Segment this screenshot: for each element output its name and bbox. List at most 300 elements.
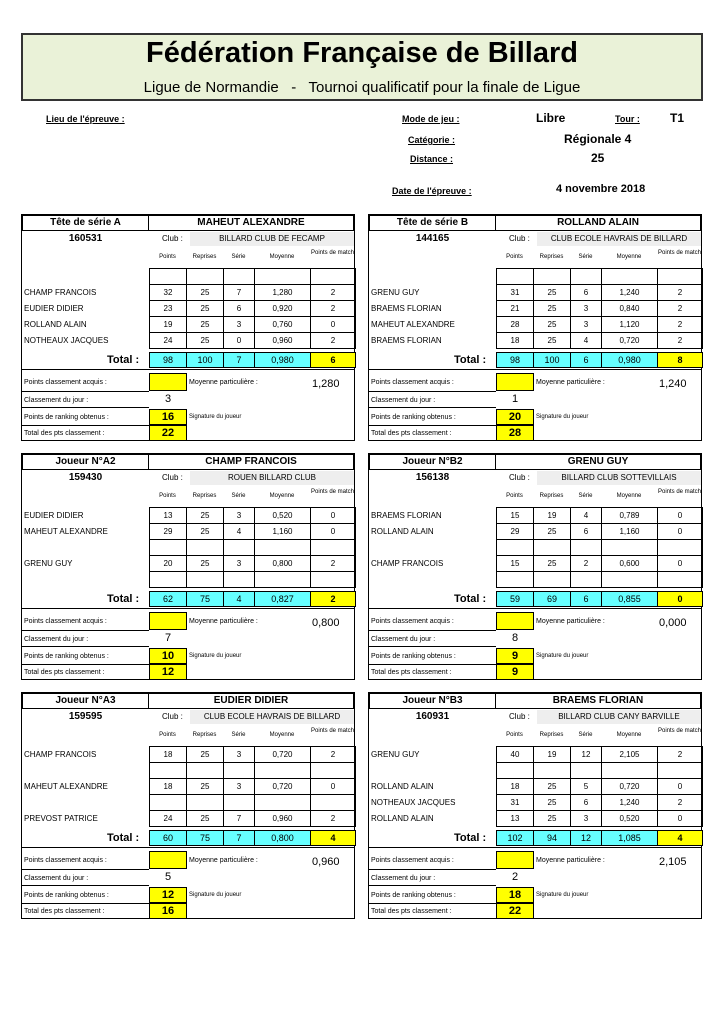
- cell-serie: 3: [223, 555, 255, 572]
- col-header-reprises: Reprises: [539, 254, 564, 260]
- cell-moyenne: [254, 571, 311, 588]
- club-label: Club :: [509, 234, 530, 243]
- cell-pm: [310, 539, 356, 556]
- player-seed-title: Tête de série A: [22, 215, 149, 231]
- mode-label: Mode de jeu :: [402, 114, 460, 124]
- classement-label: Classement du jour :: [371, 636, 436, 643]
- cell-moyenne: 1,120: [601, 316, 658, 333]
- date-value: 4 novembre 2018: [556, 183, 646, 195]
- total-points: 98: [496, 352, 534, 368]
- opponent-name: CHAMP FRANCOIS: [24, 288, 97, 297]
- col-header-pm: Points de match: [310, 250, 355, 256]
- cell-reprises: [533, 762, 571, 779]
- cell-serie: 3: [570, 316, 602, 333]
- total-pts-label: Total des pts classement :: [371, 908, 452, 915]
- col-header-serie: Série: [578, 254, 593, 260]
- total-pm: 0: [657, 591, 703, 607]
- divider: [369, 869, 496, 870]
- cell-reprises: 25: [186, 316, 224, 333]
- total-serie: 6: [570, 591, 602, 607]
- cell-reprises: 25: [533, 316, 571, 333]
- total-pts-value: 22: [149, 425, 187, 441]
- club-label: Club :: [162, 712, 183, 721]
- divider: [369, 646, 496, 647]
- cell-pm: [310, 268, 356, 285]
- categorie-label: Catégorie :: [408, 135, 456, 145]
- total-reprises: 94: [533, 830, 571, 846]
- cell-points: 31: [496, 794, 534, 811]
- cell-pm: 2: [657, 300, 703, 317]
- player-seed-title: Joueur N°B3: [369, 693, 496, 709]
- player-name: GRENU GUY: [495, 454, 701, 470]
- total-label: Total :: [107, 593, 140, 605]
- cell-serie: 3: [223, 316, 255, 333]
- player-name: EUDIER DIDIER: [148, 693, 354, 709]
- opponent-name: ROLLAND ALAIN: [371, 527, 434, 536]
- total-pts-value: 28: [496, 425, 534, 441]
- cell-serie: 3: [223, 746, 255, 763]
- divider: [22, 664, 149, 665]
- points-acquis-label: Points classement acquis :: [371, 857, 454, 864]
- cell-moyenne: 2,105: [601, 746, 658, 763]
- col-header-points: Points: [506, 732, 523, 738]
- cell-serie: [223, 762, 255, 779]
- player-name: MAHEUT ALEXANDRE: [148, 215, 354, 231]
- player-name: CHAMP FRANCOIS: [148, 454, 354, 470]
- col-header-serie: Série: [578, 493, 593, 499]
- cell-serie: 5: [570, 778, 602, 795]
- distance-value: 25: [591, 151, 605, 165]
- moyenne-part-label: Moyenne particulière :: [536, 379, 605, 386]
- signature-label: Signature du joueur: [189, 414, 242, 420]
- total-serie: 4: [223, 591, 255, 607]
- points-acquis-field: [496, 373, 534, 391]
- ranking-value: 20: [496, 409, 534, 425]
- cell-points: 18: [496, 332, 534, 349]
- club-name: BILLARD CLUB CANY BARVILLE: [537, 710, 701, 724]
- cell-reprises: [186, 794, 224, 811]
- cell-pm: [657, 268, 703, 285]
- player-panel: [21, 692, 355, 919]
- ranking-value: 10: [149, 648, 187, 664]
- col-header-pm: Points de match: [657, 250, 702, 256]
- cell-moyenne: 1,240: [601, 284, 658, 301]
- opponent-name: NOTHEAUX JACQUES: [371, 798, 456, 807]
- col-header-pm: Points de match: [310, 728, 355, 734]
- col-header-reprises: Reprises: [192, 732, 217, 738]
- moyenne-part-label: Moyenne particulière :: [189, 379, 258, 386]
- classement-value: 3: [164, 393, 172, 405]
- cell-points: [149, 268, 187, 285]
- cell-points: [496, 762, 534, 779]
- player-seed-title: Joueur N°A3: [22, 693, 149, 709]
- total-pm: 4: [657, 830, 703, 846]
- cell-serie: 6: [570, 284, 602, 301]
- points-acquis-label: Points classement acquis :: [371, 379, 454, 386]
- divider: [22, 608, 354, 609]
- opponent-name: CHAMP FRANCOIS: [24, 750, 97, 759]
- total-moyenne: 1,085: [601, 830, 658, 846]
- player-licence: 160931: [415, 711, 450, 722]
- cell-moyenne: 0,720: [601, 332, 658, 349]
- cell-moyenne: 1,160: [254, 523, 311, 540]
- cell-pm: 2: [310, 332, 356, 349]
- moyenne-part-label: Moyenne particulière :: [189, 857, 258, 864]
- total-pts-value: 22: [496, 903, 534, 919]
- total-points: 102: [496, 830, 534, 846]
- player-licence: 159595: [68, 711, 103, 722]
- total-serie: 6: [570, 352, 602, 368]
- cell-pm: 2: [310, 300, 356, 317]
- total-pm: 8: [657, 352, 703, 368]
- divider: [22, 630, 149, 631]
- cell-serie: 6: [570, 794, 602, 811]
- divider: [22, 885, 149, 886]
- cell-serie: 4: [570, 507, 602, 524]
- cell-reprises: 25: [186, 810, 224, 827]
- cell-reprises: 25: [186, 300, 224, 317]
- total-pts-label: Total des pts classement :: [371, 430, 452, 437]
- distance-label: Distance :: [410, 154, 454, 164]
- total-pts-label: Total des pts classement :: [24, 430, 105, 437]
- opponent-name: BRAEMS FLORIAN: [371, 511, 442, 520]
- points-acquis-label: Points classement acquis :: [24, 618, 107, 625]
- divider: [369, 847, 701, 848]
- cell-serie: 7: [223, 284, 255, 301]
- points-acquis-field: [496, 851, 534, 869]
- cell-serie: 4: [223, 523, 255, 540]
- opponent-name: PREVOST PATRICE: [24, 814, 98, 823]
- moyenne-part-label: Moyenne particulière :: [536, 618, 605, 625]
- total-label: Total :: [107, 354, 140, 366]
- signature-label: Signature du joueur: [536, 892, 589, 898]
- cell-points: 20: [149, 555, 187, 572]
- col-header-pm: Points de match: [310, 489, 355, 495]
- lieu-label: Lieu de l'épreuve :: [46, 114, 125, 124]
- total-points: 98: [149, 352, 187, 368]
- total-points: 60: [149, 830, 187, 846]
- total-pts-value: 12: [149, 664, 187, 680]
- club-name: CLUB ECOLE HAVRAIS DE BILLARD: [537, 232, 701, 246]
- divider: [369, 391, 496, 392]
- points-acquis-field: [149, 612, 187, 630]
- signature-label: Signature du joueur: [536, 653, 589, 659]
- divider: [22, 407, 149, 408]
- player-seed-title: Joueur N°A2: [22, 454, 149, 470]
- player-licence: 160531: [68, 233, 103, 244]
- col-header-moyenne: Moyenne: [616, 493, 642, 499]
- col-header-moyenne: Moyenne: [269, 732, 295, 738]
- player-panel: [368, 453, 702, 680]
- cell-pm: 0: [657, 778, 703, 795]
- club-label: Club :: [162, 234, 183, 243]
- total-pts-value: 9: [496, 664, 534, 680]
- total-serie: 7: [223, 352, 255, 368]
- tour-label: Tour :: [615, 114, 640, 124]
- col-header-moyenne: Moyenne: [616, 732, 642, 738]
- moyenne-part-value: 0,800: [312, 617, 340, 629]
- cell-moyenne: 0,600: [601, 555, 658, 572]
- cell-pm: 0: [310, 778, 356, 795]
- classement-label: Classement du jour :: [371, 397, 436, 404]
- col-header-serie: Série: [578, 732, 593, 738]
- total-pts-label: Total des pts classement :: [24, 669, 105, 676]
- ranking-label: Points de ranking obtenus :: [24, 892, 109, 899]
- classement-value: 2: [511, 871, 519, 883]
- ranking-label: Points de ranking obtenus :: [371, 653, 456, 660]
- cell-reprises: [186, 539, 224, 556]
- total-reprises: 100: [186, 352, 224, 368]
- opponent-name: GRENU GUY: [24, 559, 73, 568]
- cell-points: 19: [149, 316, 187, 333]
- cell-moyenne: [254, 794, 311, 811]
- cell-serie: 6: [223, 300, 255, 317]
- col-header-pm: Points de match: [657, 489, 702, 495]
- total-reprises: 75: [186, 591, 224, 607]
- player-panel: [21, 453, 355, 680]
- opponent-name: EUDIER DIDIER: [24, 511, 84, 520]
- player-panel: [21, 214, 355, 441]
- moyenne-part-value: 2,105: [659, 856, 687, 868]
- total-reprises: 69: [533, 591, 571, 607]
- date-label: Date de l'épreuve :: [392, 186, 472, 196]
- classement-label: Classement du jour :: [24, 636, 89, 643]
- ranking-value: 16: [149, 409, 187, 425]
- total-pm: 6: [310, 352, 356, 368]
- cell-moyenne: [254, 539, 311, 556]
- cell-points: 18: [149, 746, 187, 763]
- cell-pm: 2: [657, 316, 703, 333]
- col-header-points: Points: [506, 254, 523, 260]
- col-header-reprises: Reprises: [192, 493, 217, 499]
- cell-moyenne: 0,960: [254, 332, 311, 349]
- cell-reprises: 25: [533, 794, 571, 811]
- cell-pm: 0: [310, 523, 356, 540]
- total-serie: 12: [570, 830, 602, 846]
- cell-serie: [570, 571, 602, 588]
- player-name: ROLLAND ALAIN: [495, 215, 701, 231]
- categorie-value: Régionale 4: [564, 132, 632, 146]
- cell-moyenne: 0,520: [601, 810, 658, 827]
- divider: [369, 425, 496, 426]
- total-reprises: 100: [533, 352, 571, 368]
- ranking-label: Points de ranking obtenus :: [371, 892, 456, 899]
- cell-reprises: 25: [186, 746, 224, 763]
- moyenne-part-value: 1,240: [659, 378, 687, 390]
- cell-serie: 3: [223, 507, 255, 524]
- cell-pm: 2: [657, 794, 703, 811]
- cell-reprises: [533, 268, 571, 285]
- moyenne-part-label: Moyenne particulière :: [536, 857, 605, 864]
- cell-moyenne: [601, 268, 658, 285]
- divider: [22, 369, 354, 370]
- col-header-reprises: Reprises: [539, 493, 564, 499]
- club-name: CLUB ECOLE HAVRAIS DE BILLARD: [190, 710, 354, 724]
- cell-pm: [310, 762, 356, 779]
- cell-pm: 2: [310, 555, 356, 572]
- cell-moyenne: [601, 539, 658, 556]
- classement-value: 5: [164, 871, 172, 883]
- divider: [369, 664, 496, 665]
- divider: [369, 407, 496, 408]
- cell-serie: [570, 268, 602, 285]
- player-panel: [368, 692, 702, 919]
- divider: [22, 869, 149, 870]
- total-pm: 2: [310, 591, 356, 607]
- divider: [369, 608, 701, 609]
- total-pts-label: Total des pts classement :: [371, 669, 452, 676]
- col-header-moyenne: Moyenne: [269, 254, 295, 260]
- document-header: [21, 33, 703, 101]
- signature-label: Signature du joueur: [189, 892, 242, 898]
- cell-moyenne: [254, 762, 311, 779]
- cell-reprises: 25: [186, 332, 224, 349]
- player-licence: 144165: [415, 233, 450, 244]
- cell-reprises: 25: [533, 778, 571, 795]
- ranking-label: Points de ranking obtenus :: [24, 653, 109, 660]
- divider: [369, 885, 496, 886]
- points-acquis-field: [149, 373, 187, 391]
- col-header-points: Points: [159, 732, 176, 738]
- cell-moyenne: 0,789: [601, 507, 658, 524]
- opponent-name: BRAEMS FLORIAN: [371, 304, 442, 313]
- cell-pm: 2: [657, 332, 703, 349]
- cell-moyenne: 0,920: [254, 300, 311, 317]
- cell-pm: 0: [657, 507, 703, 524]
- total-label: Total :: [454, 354, 487, 366]
- cell-points: 24: [149, 810, 187, 827]
- signature-label: Signature du joueur: [536, 414, 589, 420]
- tour-value: T1: [670, 111, 685, 125]
- document-subtitle: Ligue de Normandie - Tournoi qualificatif pour la finale de Ligue: [143, 79, 581, 96]
- moyenne-part-value: 1,280: [312, 378, 340, 390]
- total-reprises: 75: [186, 830, 224, 846]
- cell-reprises: 25: [186, 523, 224, 540]
- cell-pm: 0: [657, 523, 703, 540]
- cell-serie: [570, 539, 602, 556]
- col-header-serie: Série: [231, 254, 246, 260]
- cell-points: 23: [149, 300, 187, 317]
- divider: [22, 425, 149, 426]
- points-acquis-field: [149, 851, 187, 869]
- cell-reprises: 19: [533, 507, 571, 524]
- cell-points: 15: [496, 507, 534, 524]
- cell-reprises: 25: [533, 284, 571, 301]
- col-header-points: Points: [159, 254, 176, 260]
- total-pm: 4: [310, 830, 356, 846]
- player-name: BRAEMS FLORIAN: [495, 693, 701, 709]
- document-title: Fédération Française de Billard: [146, 37, 578, 69]
- cell-serie: 3: [223, 778, 255, 795]
- cell-points: [149, 794, 187, 811]
- moyenne-part-label: Moyenne particulière :: [189, 618, 258, 625]
- total-moyenne: 0,827: [254, 591, 311, 607]
- cell-serie: 2: [570, 555, 602, 572]
- total-moyenne: 0,980: [601, 352, 658, 368]
- cell-pm: 0: [310, 507, 356, 524]
- cell-points: 32: [149, 284, 187, 301]
- cell-points: [496, 268, 534, 285]
- classement-label: Classement du jour :: [24, 875, 89, 882]
- cell-serie: 6: [570, 523, 602, 540]
- cell-serie: 12: [570, 746, 602, 763]
- signature-label: Signature du joueur: [189, 653, 242, 659]
- cell-moyenne: 0,800: [254, 555, 311, 572]
- cell-reprises: 25: [533, 555, 571, 572]
- club-label: Club :: [509, 712, 530, 721]
- total-points: 62: [149, 591, 187, 607]
- opponent-name: MAHEUT ALEXANDRE: [371, 320, 455, 329]
- opponent-name: CHAMP FRANCOIS: [371, 559, 444, 568]
- cell-reprises: 25: [533, 810, 571, 827]
- col-header-serie: Série: [231, 732, 246, 738]
- total-pts-value: 16: [149, 903, 187, 919]
- cell-points: 18: [149, 778, 187, 795]
- total-label: Total :: [454, 832, 487, 844]
- cell-points: 31: [496, 284, 534, 301]
- cell-points: [149, 762, 187, 779]
- cell-points: 29: [149, 523, 187, 540]
- classement-value: 1: [511, 393, 519, 405]
- cell-reprises: 25: [186, 555, 224, 572]
- points-acquis-label: Points classement acquis :: [24, 379, 107, 386]
- opponent-name: NOTHEAUX JACQUES: [24, 336, 109, 345]
- cell-moyenne: 0,960: [254, 810, 311, 827]
- cell-pm: [310, 571, 356, 588]
- total-pts-label: Total des pts classement :: [24, 908, 105, 915]
- cell-pm: [657, 539, 703, 556]
- total-serie: 7: [223, 830, 255, 846]
- cell-reprises: [533, 539, 571, 556]
- cell-pm: 2: [310, 284, 356, 301]
- ranking-label: Points de ranking obtenus :: [371, 414, 456, 421]
- player-seed-title: Tête de série B: [369, 215, 496, 231]
- total-moyenne: 0,980: [254, 352, 311, 368]
- cell-points: 15: [496, 555, 534, 572]
- cell-pm: 2: [310, 810, 356, 827]
- points-acquis-label: Points classement acquis :: [371, 618, 454, 625]
- cell-points: 28: [496, 316, 534, 333]
- moyenne-part-value: 0,000: [659, 617, 687, 629]
- cell-moyenne: 0,840: [601, 300, 658, 317]
- club-label: Club :: [162, 473, 183, 482]
- cell-reprises: [186, 268, 224, 285]
- opponent-name: MAHEUT ALEXANDRE: [24, 782, 108, 791]
- cell-reprises: [186, 571, 224, 588]
- divider: [369, 903, 496, 904]
- col-header-pm: Points de match: [657, 728, 702, 734]
- cell-reprises: 19: [533, 746, 571, 763]
- cell-serie: 3: [570, 810, 602, 827]
- classement-label: Classement du jour :: [24, 397, 89, 404]
- club-name: BILLARD CLUB SOTTEVILLAIS: [537, 471, 701, 485]
- cell-points: [496, 539, 534, 556]
- cell-serie: 3: [570, 300, 602, 317]
- cell-pm: 2: [310, 746, 356, 763]
- cell-points: 13: [149, 507, 187, 524]
- total-points: 59: [496, 591, 534, 607]
- opponent-name: GRENU GUY: [371, 750, 420, 759]
- cell-pm: [657, 571, 703, 588]
- cell-moyenne: 0,720: [254, 778, 311, 795]
- opponent-name: ROLLAND ALAIN: [24, 320, 87, 329]
- cell-serie: 0: [223, 332, 255, 349]
- cell-reprises: 25: [533, 523, 571, 540]
- cell-reprises: 25: [186, 284, 224, 301]
- opponent-name: ROLLAND ALAIN: [371, 782, 434, 791]
- cell-pm: [310, 794, 356, 811]
- cell-moyenne: [601, 571, 658, 588]
